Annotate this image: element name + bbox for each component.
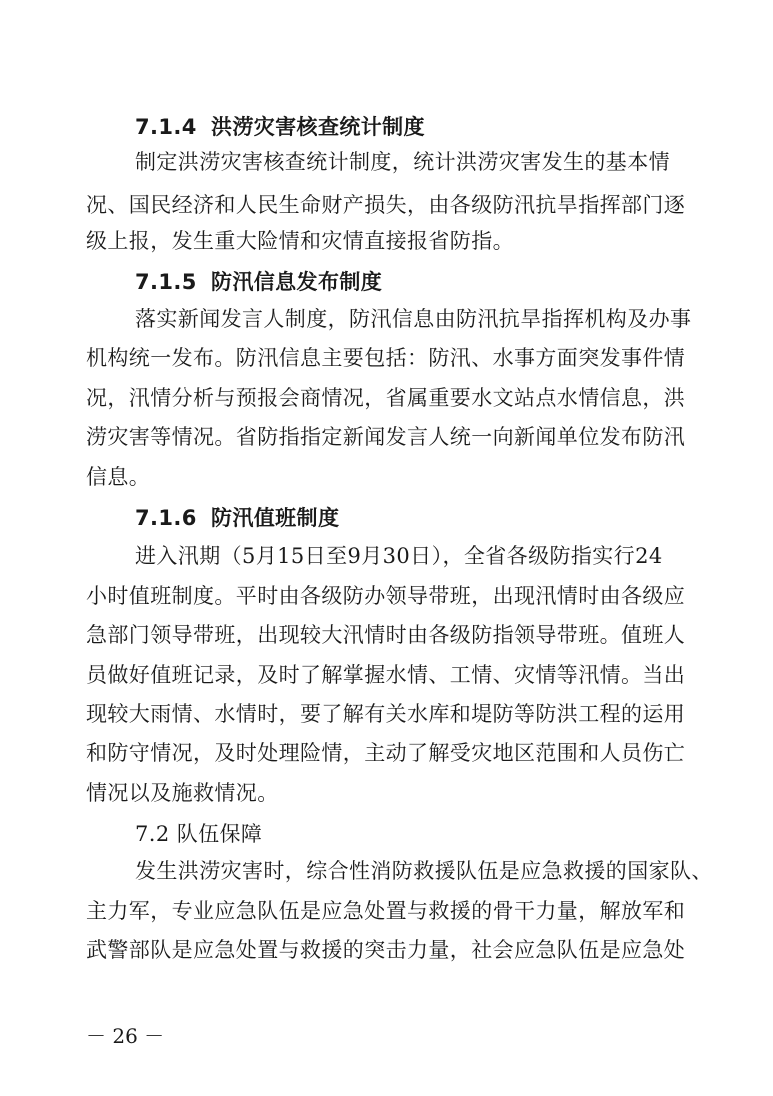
- paragraph-line: 发生洪涝灾害时，综合性消防救援队伍是应急救援的国家队、: [135, 859, 713, 883]
- page-number: － 26 －: [86, 1024, 165, 1048]
- paragraph-line: 急部门领导带班，出现较大汛情时由各级防指领导带班。值班人: [86, 623, 686, 647]
- section-heading-7-1-6: [0, 503, 773, 533]
- paragraph-line: 机构统一发布。防汛信息主要包括：防汛、水事方面突发事件情: [86, 346, 686, 370]
- section-heading-7-1-4: [0, 112, 773, 142]
- paragraph-line: 情况以及施救情况。: [86, 781, 279, 805]
- paragraph-line: 和防守情况，及时处理险情，主动了解受灾地区范围和人员伤亡: [86, 741, 686, 765]
- section-title: 防汛值班制度: [210, 506, 340, 530]
- paragraph-line: 主力军，专业应急队伍是应急处置与救援的骨干力量，解放军和: [86, 899, 686, 923]
- section-title: 队伍保障: [176, 822, 263, 846]
- section-number: 7.1.6: [135, 506, 197, 530]
- paragraph-line: 武警部队是应急处置与救援的突击力量，社会应急队伍是应急处: [86, 938, 686, 962]
- paragraph-line: 制定洪涝灾害核查统计制度，统计洪涝灾害发生的基本情: [135, 150, 670, 174]
- paragraph-line: 信息。: [86, 465, 151, 489]
- paragraph-line: 况、国民经济和人民生命财产损失，由各级防汛抗旱指挥部门逐: [86, 193, 686, 217]
- paragraph-line: 级上报，发生重大险情和灾情直接报省防指。: [86, 229, 514, 253]
- paragraph-line: 涝灾害等情况。省防指指定新闻发言人统一向新闻单位发布防汛: [86, 425, 686, 449]
- section-heading-7-2: [0, 819, 773, 849]
- paragraph-line: 进入汛期（5月15日至9月30日），全省各级防指实行24: [135, 544, 663, 568]
- section-number: 7.2: [135, 822, 170, 846]
- section-number: 7.1.4: [135, 115, 197, 139]
- section-title: 防汛信息发布制度: [210, 270, 383, 294]
- paragraph-line: 员做好值班记录，及时了解掌握水情、工情、灾情等汛情。当出: [86, 663, 686, 687]
- section-heading-7-1-5: [0, 267, 773, 297]
- section-number: 7.1.5: [135, 270, 197, 294]
- paragraph-line: 现较大雨情、水情时，要了解有关水库和堤防等防洪工程的运用: [86, 702, 686, 726]
- section-title: 洪涝灾害核查统计制度: [210, 115, 425, 139]
- paragraph-line: 况，汛情分析与预报会商情况，省属重要水文站点水情信息，洪: [86, 386, 686, 410]
- paragraph-line: 落实新闻发言人制度，防汛信息由防汛抗旱指挥机构及办事: [135, 307, 692, 331]
- paragraph-line: 小时值班制度。平时由各级防办领导带班，出现汛情时由各级应: [86, 584, 686, 608]
